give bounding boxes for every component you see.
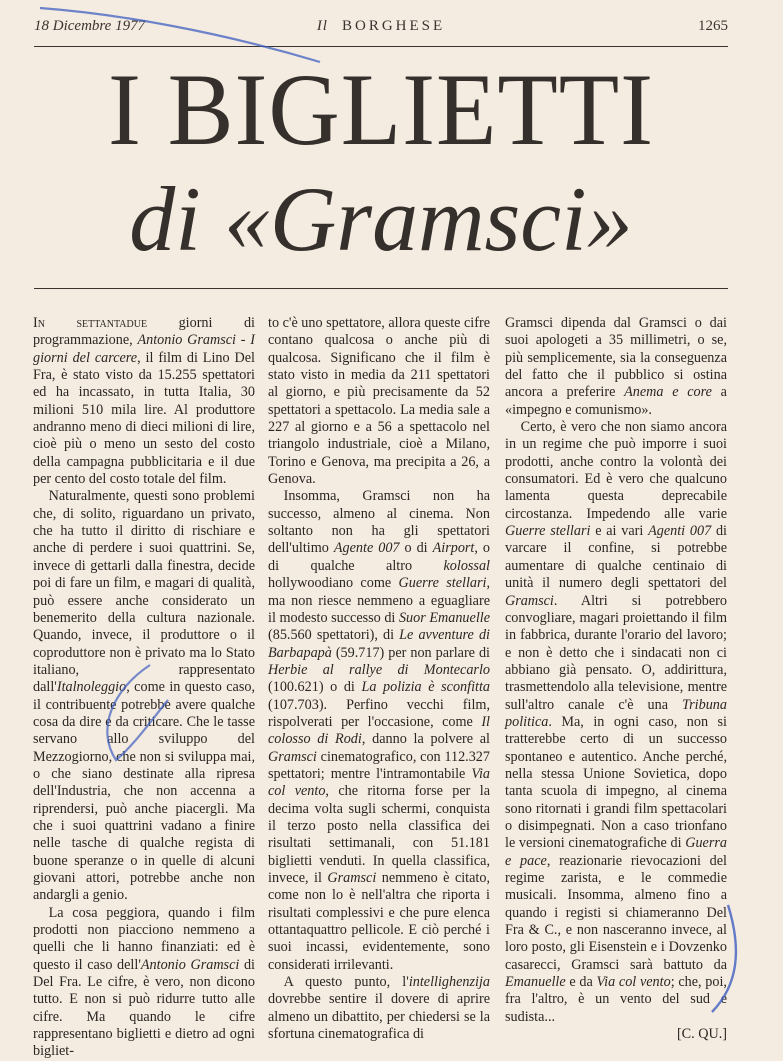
text-run: , ma non riesce nemmeno a eguagliare il modesto successo di [268,575,490,626]
headline-rule [34,288,728,289]
paragraph [505,315,727,419]
italic-title: Antonio Gramsci - I giorni del carcere [33,332,255,366]
text-run: , danno la polvere al [361,731,490,748]
text-run: a «impegno e comunismo». [505,384,727,418]
text-run: , il film di Lino Del Fra, è stato visto da 15.255 spettatori ed ha incassato, in tutta Italia, 30 milioni 510 mila lire. Al produttore andranno meno di dieci milioni di lire, cioè più o meno un sesto del costo della campagna pubblicitaria e il due per cento del costo totale del film. [33,349,255,488]
italic-title: Airport [432,540,475,557]
italic-title: Gramsci [505,592,554,609]
text-run: , come in questo caso, il contribuente potrebbe avere qualche cosa da dire e da criticare. Che le tasse servano allo sviluppo del Mezzogiorno, che non si sviluppa mai, o che siano destinate alla ripresa dell'Industria, che non accenna a riprendersi, può anche piacergli. Ma che i suoi quattrini vadano a finire nelle tasche di qualche regista di buone speranze o in quelle di alcuni giovani attori, potrebbe anche non andargli a genio. [33,679,255,904]
italic-title: Emanuelle [505,974,566,991]
page-number: 1265 [698,18,728,34]
page-header [34,16,728,40]
italic-title: Guerre stellari [398,575,487,592]
italic-title: Anema e core [624,384,712,401]
text-run: Insomma, Gramsci non ha successo, almeno al cinema. Non soltanto non ha gli spettatori dell'ultimo [268,488,490,557]
text-run: A questo punto, l' [283,974,409,991]
text-run: dovrebbe sentire il dovere di aprire almeno un dibattito, per chiedersi se la sfortuna cinematografica di [268,991,490,1043]
paragraph [505,419,727,1026]
italic-title: Herbie al rallye di Montecarlo [268,661,490,678]
text-run: (107.703). Perfino vecchi film, rispolverati per l'occasione, come [268,696,490,730]
paragraph [33,488,255,904]
italic-title: Guerre stellari [505,523,591,540]
text-run: La cosa peggiora, quando i film prodotti non piacciono nemmeno a quelli che li hanno finanziati: ed è questo il caso dell' [33,904,255,973]
headline-line-2: di «Gramsci» [129,168,633,270]
text-run: giorni di programmazione, [33,315,255,349]
text-run: cinematografico, con 112.327 spettatori; mentre l'intramontabile [268,748,490,782]
text-run: di varcare il confine, si potrebbe aumentare di qualche centinaio di unità il numero degli spettatori del [505,523,727,592]
italic-title: intellighenzija [408,974,490,991]
text-run: (100.621) o di [268,679,362,696]
italic-title: Tribuna politica [505,696,727,730]
header-rule [34,46,728,47]
italic-title: Via col vento [596,974,671,991]
italic-title: Via col vento [268,765,490,800]
italic-title: Gramsci [268,748,317,765]
text-run: , o di qualche altro [268,540,490,574]
italic-title: La polizia è sconfitta [361,679,490,696]
italic-title: Agenti 007 [648,523,712,540]
italic-title: Guerra e pace [505,835,727,869]
headline-line-1: I BIGLIETTI [108,53,654,167]
text-run: (59.717) per non parlare di [331,644,490,661]
text-run: Naturalmente, questi sono problemi che, di solito, riguardano un privato, che ha tutto il diritto di rischiare e anche di perdere i suoi quattrini. Se, invece di gettarli dalla finestra, decide poi di fare un film, e magari di qualità, può essere anche considerato un benemerito della cultura nazionale. Quando, invece, il produttore o il coproduttore non è privato ma lo Stato italiano, rappresentato dall' [33,488,255,696]
article-column-2 [268,315,490,1043]
italic-title: Suor Emanuelle [398,609,491,626]
paragraph [268,974,490,1043]
text-run: e da [565,974,597,991]
text-run: hollywoodiano come [268,575,399,592]
paragraph [33,905,255,1061]
text-run: nemmeno è citato, come non lo è nell'altra che riporta i risultati complessivi e che pure elenca ottantaquattro pellicole. E ciò perché i suoi incassi, evidentemente, sono considerati irrilevanti. [268,870,491,973]
text-run: e ai vari [590,523,649,540]
article-column-3 [505,315,727,1043]
italic-title: Agente 007 [333,540,400,557]
issue-date: 18 Dicembre 1977 [34,18,146,34]
paragraph [33,315,255,488]
text-run: , che ritorna forse per la decima volta sugli schermi, conquista il terzo posto nella classifica dei risultati settimanali, con 51.181 biglietti venduti. In quella classifica, invece, il [268,783,490,886]
text-run: . Ma, in ogni caso, non si tratterebbe certo di un successo spontaneo e autentico. Anche perché, nella stessa Unione Sovietica, dopo tanta scuola di impegno, al cinema sono ritornati i grandi film spettacolari o disimpegnati. Non a caso trionfano le versioni cinematografiche di [505,713,727,852]
masthead-name: BORGHESE [341,18,446,34]
author-signature: [C. QU.] [676,1026,727,1043]
italic-title: kolossal [443,557,490,574]
italic-title: Il colosso di Rodi [268,713,490,748]
masthead-il: Il [316,18,328,34]
text-run: ; che, poi, fra l'altro, è un vento del sud e sudista... [505,974,727,1025]
text-run: o di [399,540,433,557]
article-column-1 [33,315,255,1061]
lead-in: In settantadue [33,315,148,331]
text-run: . Altri si potrebbero convogliare, magari proiettando il film in fabbrica, durante l'orario del lavoro; e non è detto che i sindacati non ci abbiano già pensato. O, addirittura, trasmettendolo alla televisione, mentre sull'altro canale c'è una [505,592,727,713]
text-run: Certo, è vero che non siamo ancora in un regime che può imporre i suoi prodotti, anche contro la volontà dei consumatori. Ed è vero che qualcuno lamenta questa deprecabile circostanza. Impedendo alle varie [505,419,727,522]
text-run: , reazionarie rievocazioni del regime zarista, e le commedie musicali. Insomma, almeno fino a quando i registi si chiameranno Del Fra & C., e non nasceranno invece, al loro posto, gli Eisenstein e i Dovzenko casarecci, Gramsci sarà battuto da [505,852,727,973]
masthead [34,18,728,35]
italic-title: Gramsci [327,870,377,886]
text-run: (85.560 spettatori), di [268,627,400,644]
italic-title: Le avventure di Barbapapà [268,627,490,661]
text-run: to c'è uno spettatore, allora queste cifre contano qualcosa o anche più di qualcosa. Significano che il film è stato visto in media da 211 spettatori al giorno, e più precisamente da 52 spettatori a spettacolo. La media sale a 227 al giorno e a 56 a spettacolo nel triangolo industriale, cioè a Milano, Torino e Genova, ma precipita a 26, a Genova. [268,315,490,488]
italic-title: Antonio Gramsci [140,956,240,973]
paragraph [268,315,490,488]
italic-title: Italnoleggio [56,679,127,696]
paragraph [268,488,490,974]
text-run: Gramsci dipenda dal Gramsci o dai suoi apologeti a 35 millimetri, o se, più semplicemente, sia la conseguenza del fatto che il pubblico si ostina ancora a preferire [505,315,727,401]
text-run: di Del Fra. Le cifre, è vero, non dicono tutto. E non si può ridurre tutto alle cifre. Ma quando le cifre rappresentano biglietti e dietro ad ogni bigliet- [33,956,256,1060]
